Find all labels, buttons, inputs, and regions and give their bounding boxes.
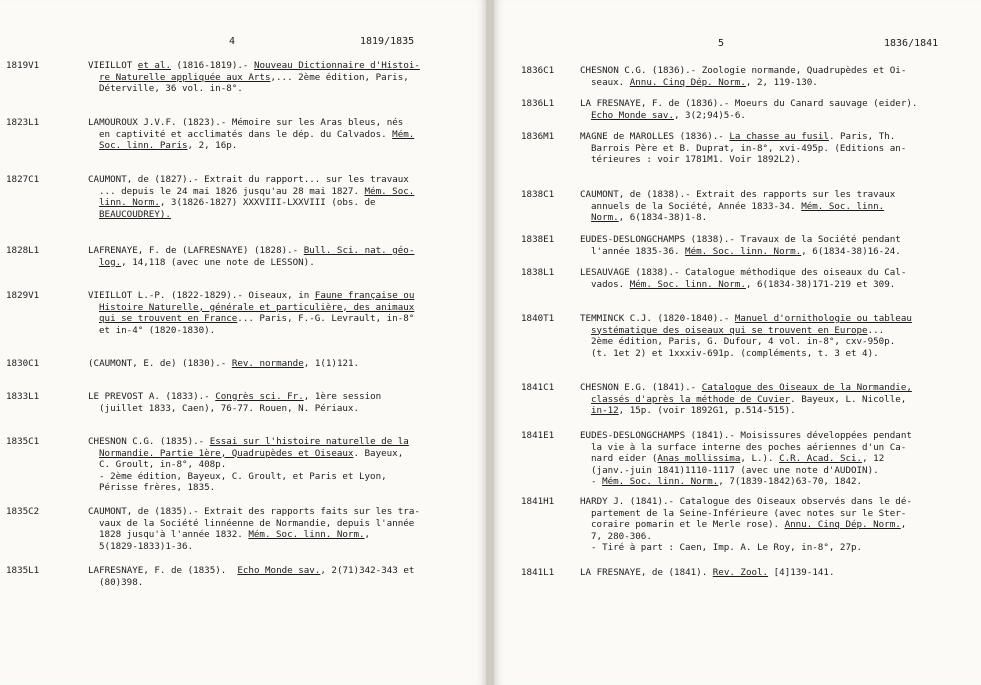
entry-segment: nard eider ( [591,453,658,465]
underlined-title: Soc. linn. Paris [99,140,188,152]
entry-segment: CAUMONT, de (1838).- Extrait des rapports sur les travaux [580,189,896,200]
underlined-title: systématique des oiseaux qui se trouvent en Europe [591,324,868,336]
underlined-title: La chasse au fusil [729,131,829,142]
entry-segment: TEMMINCK C.J. (1820-1840).- [580,313,735,324]
entry-segment: EUDES-DESLONGCHAMPS (1838).- Travaux de la Société pendant [580,234,901,245]
entry-text [580,267,906,290]
entry-segment: (t. 1et 2) et 1xxxiv-691p. (compléments, t. 3 et 4). [591,347,879,359]
entry-segment: LE PREVOST A. (1833).- [88,391,216,402]
entry-code: 1829V1 [6,290,40,301]
entry-segment: LA FRESNAYE, de (1841). [580,567,713,578]
entry-line [88,459,409,471]
entry-line [88,302,414,314]
entry-line [88,391,381,403]
underlined-title: in-12 [591,405,619,417]
underlined-title: re Naturelle appliquée aux Arts [99,71,271,83]
entry-code: 1840T1 [521,313,555,324]
left-page [0,0,486,685]
entry-segment: CAUMONT, de (1835).- Extrait des rapports faits sur les tra- [88,506,420,517]
underlined-title: Mém. Soc. linn. [801,200,885,212]
entry-line [580,279,906,291]
underlined-title: Annu. Cinq Dép. Norm. [784,519,901,531]
underlined-title: Catalogue des Oiseaux de la Normandie, [701,382,912,393]
entry-line [88,209,414,221]
underlined-title: Mém. Soc. linn. Norm. [602,476,719,488]
underlined-title: Rev. Zool. [712,567,769,578]
entry-segment: (CAUMONT, E. de) (1830).- [88,358,232,369]
entry-segment: , 6(1834-38)171-219 et 309. [745,278,896,290]
underlined-title: Manuel d'ornithologie ou tableau [734,313,912,324]
underlined-title: Mém. Soc. linn. Norm. [685,245,802,257]
entry-segment: LAFRENAYE, F. de (LAFRESNAYE) (1828).- [88,245,304,256]
entry-line [580,382,912,394]
underlined-title: Faune française ou [314,290,415,301]
entry-segment: , 6(1834-38)1-8. [618,212,708,224]
underlined-title: Norm. [591,212,619,224]
entry-text [580,430,912,488]
entry-segment: en captivité et acclimatés dans le dép. du Calvados. [99,128,393,140]
entry-line [580,348,912,360]
entry-line [580,453,912,465]
entry-text [88,506,420,552]
entry-segment: VIEILLOT [88,60,138,71]
entry-line [88,197,414,209]
entry-line [88,117,414,129]
entry-code: 1836C1 [521,65,555,76]
entry-line [580,246,901,258]
underlined-title: Nouveau Dictionnaire d'Histoi- [253,60,420,71]
entry-text [580,98,917,121]
entry-segment: 7, 280-306. [591,530,652,542]
entry-segment: ... [867,324,885,336]
entry-segment: CHESNON E.G. (1841).- [580,382,702,393]
entry-segment: [4]139-141. [768,567,835,578]
entry-segment: 2ème édition, Paris, G. Dufour, 4 vol. in-8°, cxv-950p. [591,336,896,348]
entry-segment: CHESNON C.G. (1835).- [88,436,210,447]
underlined-title: Echo Monde sav. [591,109,674,121]
entry-code: 1823L1 [6,117,40,128]
entry-text [88,290,414,336]
entry-line [580,189,895,201]
entry-segment: CAUMONT, de (1827).- Extrait du rapport... sur les travaux [88,174,409,185]
entry-line [88,83,420,95]
underlined-title: Annu. Cinq Dép. Norm. [629,76,746,88]
entry-line [88,518,420,530]
underlined-title: Mém. Soc. [364,185,415,197]
entry-line [580,336,912,348]
entry-code: 1833L1 [6,391,40,402]
entry-segment: Déterville, 36 vol. in-8°. [99,83,243,95]
entry-segment: vaux de la Société linnéenne de Normandie, depuis l'année [99,517,415,529]
entry-code: 1835C2 [6,506,40,517]
entry-segment: EUDES-DESLONGCHAMPS (1841).- Moisissures développées pendant [580,430,912,441]
entry-text [580,65,906,88]
entry-segment: , 6(1834-38)16-24. [801,245,901,257]
entry-code: 1838L1 [521,267,555,278]
entry-segment: CHESNON C.G. (1836).- Zoologie normande, Quadrupèdes et Oi- [580,65,907,76]
entry-text [580,234,901,257]
entry-line [88,245,414,257]
entry-segment: , 14,118 (avec une note de LESSON). [121,256,315,268]
entry-text [88,565,414,588]
entry-line [580,496,912,508]
entry-segment: C. Groult, in-8°, 408p. [99,459,227,471]
entry-segment: (juillet 1833, Caen), 76-77. Rouen, N. Périaux. [99,402,359,414]
underlined-title: classés d'après la méthode de Cuvier [591,393,791,405]
entry-line [580,567,834,579]
entry-line [580,65,906,77]
entry-segment: l'année 1835-36. [591,245,686,257]
entry-segment: Barrois Père et B. Duprat, in-8°, xvi-495p. (Editions an- [591,142,907,154]
underlined-title: Normandie. Partie 1ère, Quadrupèdes et Oiseaux [99,447,354,459]
right-page [494,0,981,685]
entry-line [580,154,906,166]
entry-line [580,201,895,213]
entry-code: 1836M1 [521,131,555,142]
entry-segment: LAFRESNAYE, F. de (1835). [88,565,238,576]
entry-line [88,436,409,448]
entry-line [580,508,912,520]
entry-line [580,542,912,554]
entry-code: 1835C1 [6,436,40,447]
underlined-title: Essai sur l'histoire naturelle de la [209,436,409,447]
entry-segment: LAMOUROUX J.V.F. (1823).- Mémoire sur les Aras bleus, nés [88,117,404,128]
entry-line [580,212,895,224]
entry-line [580,313,912,325]
entry-line [88,140,414,152]
entry-code: 1835L1 [6,565,40,576]
entry-line [88,358,359,370]
entry-line [580,131,906,143]
entry-segment: vados. [591,278,630,290]
entry-line [88,186,414,198]
right-page-number: 5 [718,38,725,49]
entry-line [580,394,912,406]
entry-segment: . Bayeux, [353,447,404,459]
entry-segment: (80)398. [99,576,144,588]
entry-segment: , 3(2;94)5-6. [673,109,746,121]
right-page-range: 1836/1841 [884,38,939,49]
entry-segment: , L.). [740,453,780,465]
entry-segment: , 12 [862,453,885,465]
entry-text [88,358,359,370]
entry-segment: ,... 2ème édition, Paris, [270,71,409,83]
underlined-title: Rev. normande [231,358,304,369]
entry-line [580,465,912,477]
entry-line [580,519,912,531]
entry-code: 1841L1 [521,567,555,578]
entry-line [580,98,917,110]
entry-line [88,313,414,325]
entry-code: 1836L1 [521,98,555,109]
entry-segment: HARDY J. (1841).- Catalogue des Oiseaux observés dans le dé- [580,496,912,507]
entry-line [88,174,414,186]
entry-segment: . Paris, Th. [828,131,896,142]
entry-segment: , 15p. (voir 1892G1, p.514-515). [618,405,796,417]
entry-segment: , [364,529,371,541]
entry-segment: MAGNE de MAROLLES (1836).- [580,131,730,142]
entry-code: 1838E1 [521,234,555,245]
entry-segment: (1816-1819).- [171,60,254,71]
entry-segment: VIEILLOT L.-P. (1822-1829).- Oiseaux, in [88,290,315,301]
entry-segment: . Bayeux, L. Nicolle, [790,393,907,405]
entry-line [88,565,414,577]
entry-line [580,430,912,442]
entry-text [88,391,381,414]
entry-text [88,245,414,268]
entry-segment: , 7(1839-1842)63-70, 1842. [718,476,863,488]
entry-line [88,506,420,518]
entry-segment: , 2, 119-130. [745,76,818,88]
entry-segment: - Tiré à part : Caen, Imp. A. Le Roy, in-8°, 27p. [591,542,863,554]
left-page-number: 4 [229,36,236,47]
entry-text [88,117,414,152]
entry-line [580,234,901,246]
entry-segment: seaux. [591,76,630,88]
underlined-title: Mém. Soc. linn. Norm. [629,278,746,290]
entry-segment: térieures : voir 1781M1. Voir 1892L2). [591,154,802,166]
entry-line [88,529,420,541]
entry-line [88,448,409,460]
entry-line [580,110,917,122]
underlined-title: Mém. [392,128,415,140]
entry-segment: ... depuis le 24 mai 1826 jusqu'au 28 mai 1827. [99,185,365,197]
entry-line [88,482,409,494]
entry-segment: Périsse frères, 1835. [99,482,216,494]
entry-segment: , 2, 16p. [187,140,238,152]
entry-text [580,496,912,554]
entry-segment: - [591,476,603,488]
entry-segment: partement de la Seine-Inférieure (avec notes sur le Ster- [591,507,907,519]
underlined-title: Mém. Soc. linn. Norm. [248,529,365,541]
entry-segment: coraire pomarin et le Merle rose). [591,519,785,531]
underlined-title: qui se trouvent en France [99,313,238,325]
entry-line [88,72,420,84]
entry-code: 1841C1 [521,382,555,393]
entry-line [88,257,414,269]
entry-code: 1830C1 [6,358,40,369]
entry-code: 1841H1 [521,496,555,507]
left-page-range: 1819/1835 [360,36,415,47]
entry-line [580,442,912,454]
entry-code: 1819V1 [6,60,40,71]
entry-text [580,313,912,359]
entry-text [88,436,409,494]
underlined-title: Congrès sci. Fr. [215,391,304,402]
book-gutter [486,0,494,685]
entry-line [580,77,906,89]
entry-segment: LA FRESNAYE, F. de (1836).- Moeurs du Canard sauvage (eider). [580,98,918,109]
entry-text [580,189,895,224]
entry-line [88,325,414,337]
underlined-title: linn. Norm. [99,197,160,209]
entry-segment: (janv.-juin 1841)1110-1117 (avec une note d'AUDOIN). [591,464,879,476]
entry-line [580,531,912,543]
entry-code: 1827C1 [6,174,40,185]
entry-line [88,541,420,553]
entry-segment: - 2ème édition, Bayeux, C. Groult, et Paris et Lyon, [99,470,387,482]
entry-segment: , 1(1)121. [303,358,360,369]
entry-line [580,405,912,417]
underlined-title: Histoire Naturelle, générale et particulière, des animaux [99,301,415,313]
entry-segment: , 2(71)342-343 et [320,565,415,576]
entry-text [88,174,414,220]
underlined-title: Anas mollissima [657,453,741,465]
entry-segment: LESAUVAGE (1838).- Catalogue méthodique des oiseaux du Cal- [580,267,907,278]
entry-line [580,325,912,337]
entry-segment: , 1ère session [303,391,382,402]
underlined-title: Bull. Sci. nat. géo- [303,245,415,256]
entry-line [88,471,409,483]
entry-segment: annuels de la Société, Année 1833-34. [591,200,802,212]
entry-line [580,267,906,279]
entry-text [580,131,906,166]
entry-segment: , [900,519,907,531]
entry-segment: et in-4° (1820-1830). [99,324,216,336]
underlined-title: BEAUCOUDREY). [99,208,171,220]
entry-line [580,143,906,155]
entry-code: 1838C1 [521,189,555,200]
entry-line [88,129,414,141]
entry-code: 1841E1 [521,430,555,441]
entry-line [580,476,912,488]
underlined-title: log. [99,256,122,268]
underlined-title: C.R. Acad. Sci. [779,453,863,465]
entry-segment: 5(1829-1833)1-36. [99,540,194,552]
entry-segment: , 3(1826-1827) XXXVIII-LXXVIII (obs. de [159,197,376,209]
entry-text [580,567,834,579]
entry-text [580,382,912,417]
entry-segment: la vie à la surface interne des poches aériennes d'un Ca- [591,441,907,453]
entry-text [88,60,420,95]
underlined-title: et al. [137,60,171,71]
underlined-title: Echo Monde sav. [237,565,321,576]
entry-line [88,403,381,415]
entry-code: 1828L1 [6,245,40,256]
entry-segment: 1828 jusqu'à l'année 1832. [99,529,249,541]
entry-line [88,577,414,589]
entry-line [88,290,414,302]
entry-segment: ... Paris, F.-G. Levrault, in-8° [237,313,415,325]
entry-line [88,60,420,72]
